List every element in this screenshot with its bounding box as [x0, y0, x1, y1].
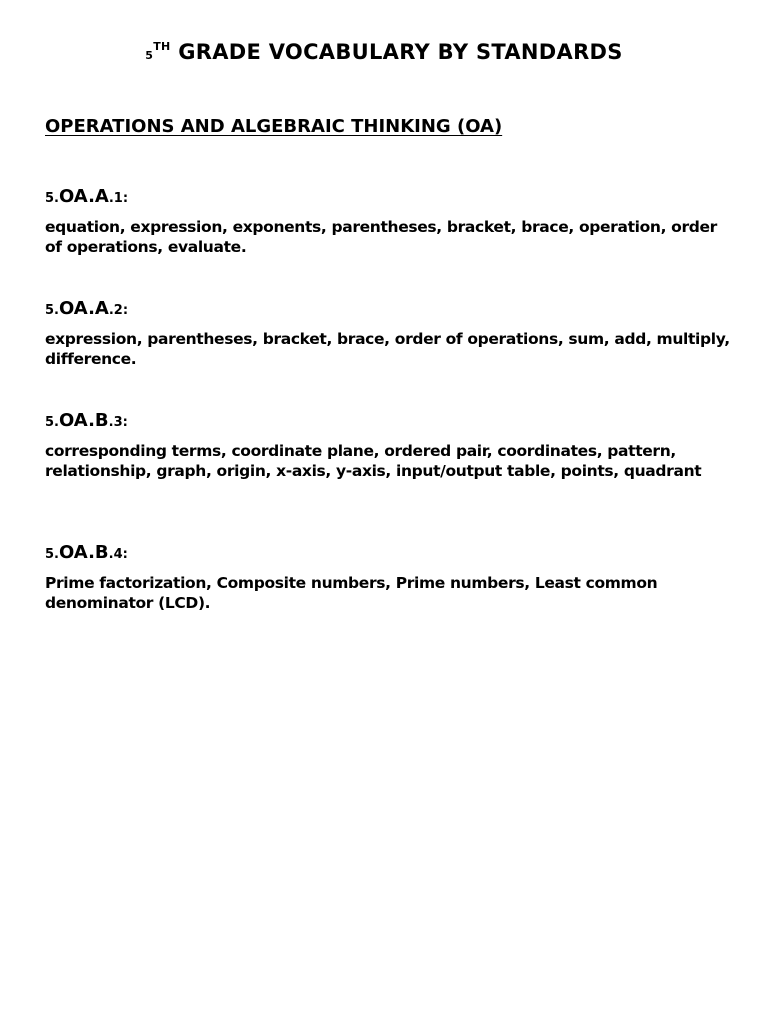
standard-vocabulary-terms: expression, parentheses, bracket, brace, order of operations, sum, add, multiply, difference.	[45, 330, 730, 368]
standard-code	[45, 186, 735, 207]
standard-code-suffix: .4:	[108, 547, 128, 562]
standard-code	[45, 542, 735, 563]
standard-5-oa-a-1	[45, 186, 735, 257]
page-title	[0, 40, 768, 64]
standard-code-prefix: 5.	[45, 191, 59, 206]
standard-code-suffix: .3:	[108, 415, 128, 430]
title-grade-number: 5	[145, 49, 154, 62]
standard-code-main: OA.A	[58, 186, 109, 207]
standard-code-prefix: 5.	[45, 547, 59, 562]
standard-code-prefix: 5.	[45, 415, 59, 430]
section-heading: OPERATIONS AND ALGEBRAIC THINKING (OA)	[45, 116, 503, 137]
standard-code	[45, 410, 735, 431]
standard-5-oa-b-4	[45, 542, 735, 613]
title-grade-suffix: TH	[153, 40, 171, 53]
standard-code-suffix: .1:	[108, 191, 129, 206]
standard-code	[45, 298, 735, 319]
standard-vocabulary-terms: equation, expression, exponents, parentheses, bracket, brace, operation, order of operations, evaluate.	[45, 218, 717, 256]
standard-vocabulary-terms: corresponding terms, coordinate plane, ordered pair, coordinates, pattern, relationship, graph, origin, x-axis, y-axis, input/output table, points, quadrant	[45, 442, 702, 480]
standard-code-main: OA.A	[58, 298, 109, 319]
standard-code-prefix: 5.	[45, 303, 59, 318]
standard-vocabulary-terms: Prime factorization, Composite numbers, Prime numbers, Least common denominator (LCD).	[45, 574, 658, 612]
standard-code-main: OA.B	[58, 542, 109, 563]
standard-5-oa-b-3	[45, 410, 735, 481]
standard-code-main: OA.B	[58, 410, 109, 431]
title-text: GRADE VOCABULARY BY STANDARDS	[178, 40, 623, 64]
standard-code-suffix: .2:	[108, 303, 129, 318]
standard-5-oa-a-2	[45, 298, 735, 369]
